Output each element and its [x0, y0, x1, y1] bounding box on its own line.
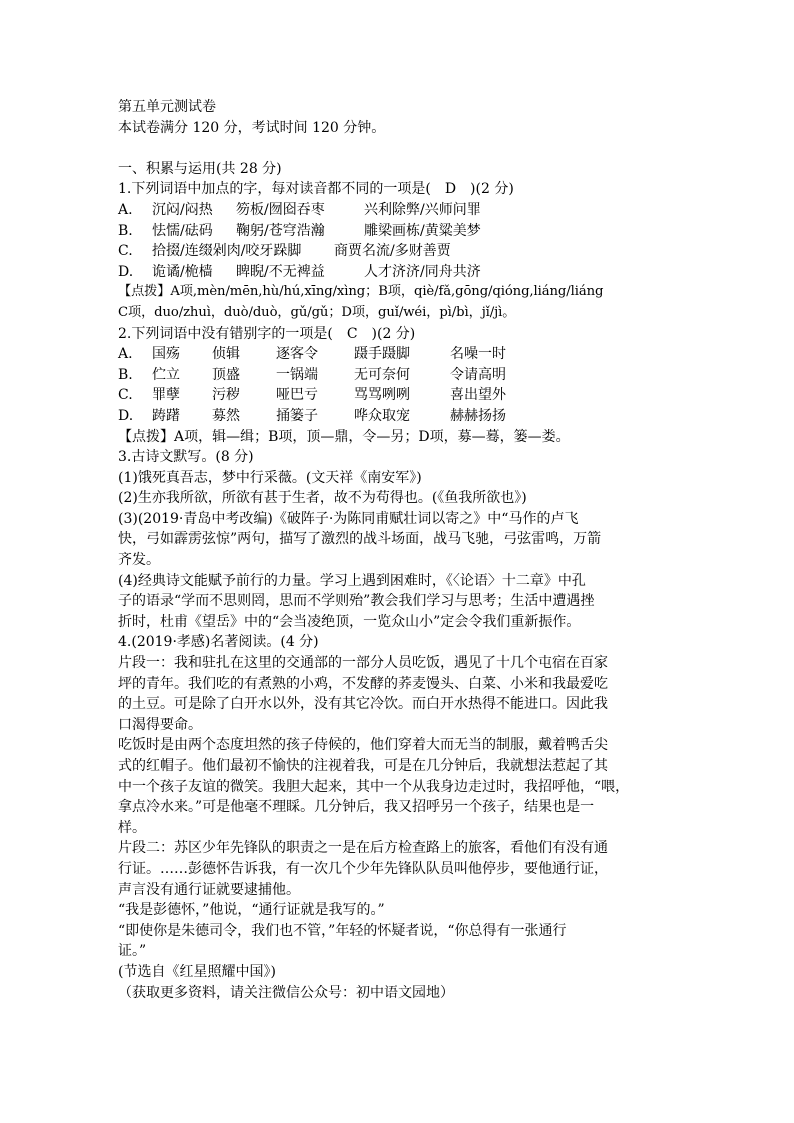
q3-answer-4c: 折时，杜甫《望岳》中的“会当凌绝顶，一览众山小”定会令我们重新振作。	[118, 613, 581, 630]
q2-option-d	[118, 406, 678, 427]
option-item: 沉闷/闷热	[152, 201, 213, 218]
exam-info: 本试卷满分 120 分，考试时间 120 分钟。	[118, 119, 386, 136]
q3-answer-3c: 齐发。	[118, 552, 160, 569]
q2-stem: 2.下列词语中没有错别字的一项是( C )(2 分)	[118, 325, 416, 342]
passage-line: 证。”	[118, 943, 147, 960]
option-item: 哑巴亏	[276, 387, 318, 404]
option-item: 罪孽	[152, 387, 180, 404]
option-item: 拾掇/连缀剁肉/咬牙跺脚	[152, 243, 302, 260]
option-item: 鞠躬/苍穹浩瀚	[236, 222, 325, 239]
passage-line: 行证。……彭德怀告诉我，有一次几个少年先锋队队员叫他停步，要他通行证，	[118, 860, 608, 877]
option-item: 捅篓子	[276, 407, 318, 424]
q1-option-b	[118, 221, 678, 242]
option-item: 无可奈何	[354, 366, 410, 383]
passage-line: “我是彭德怀，”他说，“通行证就是我写的。”	[118, 902, 385, 919]
q3-answer-1: (1)饿死真吾志，梦中行采薇。(文天祥《南安军》)	[118, 469, 422, 486]
option-item: 骂骂咧咧	[354, 387, 410, 404]
option-item: 商贾名流/多财善贾	[334, 243, 451, 260]
option-label: C.	[118, 243, 133, 260]
option-label: D.	[118, 407, 134, 424]
option-label: C.	[118, 387, 133, 404]
passage-line: “即使你是朱德司令，我们也不管，”年轻的怀疑者说，“你总得有一张通行	[118, 922, 567, 939]
passage-line: 样。	[118, 819, 146, 836]
option-item: 污秽	[212, 387, 240, 404]
q2-option-b	[118, 365, 678, 386]
passage-line: 片段二：苏区少年先锋队的职责之一是在后方检查路上的旅客，看他们有没有通	[118, 840, 608, 857]
option-item: 赫赫扬扬	[450, 407, 506, 424]
passage-line: 声言没有通行证就要逮捕他。	[118, 881, 300, 898]
option-item: 喜出望外	[450, 387, 506, 404]
option-item: 踌躇	[152, 407, 180, 424]
passage-line: 吃饭时是由两个态度坦然的孩子侍候的，他们穿着大而无当的制服，戴着鸭舌尖	[118, 737, 608, 754]
q1-hint-line1: 【点拨】A项,mèn/mēn,hù/hú,xīng/xìng；B项，qiè/fǎ,gōng/qióng,liáng/liáng	[118, 284, 604, 300]
option-label: D.	[118, 263, 134, 280]
option-item: 笏板/囫囵吞枣	[236, 201, 325, 218]
option-item: 逐客令	[276, 346, 318, 363]
option-item: 哗众取宠	[354, 407, 410, 424]
option-item: 侦辑	[212, 346, 240, 363]
q2-option-a	[118, 344, 678, 365]
q3-answer-3a: (3)(2019·青岛中考改编)《破阵子·为陈同甫赋壮词以寄之》中“马作的卢飞	[118, 510, 579, 527]
passage-line: 片段一：我和驻扎在这里的交通部的一部分人员吃饭，遇见了十几个屯宿在百家	[118, 655, 608, 672]
option-item: 顶盛	[212, 366, 240, 383]
q1-hint-line2: C项，duo/zhuì，duò/duò，gǔ/gǔ；D项，guǐ/wéi，pì/bì，jǐ/jì。	[118, 304, 516, 320]
passage-line: 式的红帽子。他们最初不愉快的注视着我，可是在几分钟后，我就想法惹起了其	[118, 758, 608, 774]
passage-line: 口渴得要命。	[118, 716, 202, 733]
option-item: 国殇	[152, 346, 180, 363]
option-label: A.	[118, 346, 133, 363]
q1-option-d	[118, 262, 678, 283]
q3-answer-3b: 快，弓如霹雳弦惊”两句，描写了激烈的战斗场面，战马飞驰，弓弦雷鸣，万箭	[118, 531, 602, 548]
q1-option-c	[118, 241, 678, 262]
q2-hint: 【点拨】A项，辑—缉；B项，顶—鼎，令—另；D项，募—蓦，篓—娄。	[118, 428, 570, 445]
option-label: A.	[118, 201, 133, 218]
option-item: 人才济济/同舟共济	[364, 263, 481, 280]
q1-stem: 1.下列词语中加点的字，每对读音都不同的一项是( D )(2 分)	[118, 181, 514, 198]
spacer	[118, 138, 678, 159]
option-item: 令请高明	[450, 366, 506, 383]
footer-note: （获取更多资料，请关注微信公众号：初中语文园地）	[118, 984, 454, 1001]
passage-source: (节选自《红星照耀中国》)	[118, 963, 276, 980]
option-label: B.	[118, 366, 133, 383]
passage-line: 坪的青年。我们吃的有煮熟的小鸡，不发酵的荞麦馒头、白菜、小米和我最爱吃	[118, 675, 608, 692]
q3-stem: 3.古诗文默写。(8 分)	[118, 449, 254, 466]
section-heading: 一、积累与运用(共 28 分)	[118, 160, 282, 177]
q3-answer-4b: 子的语录“学而不思则罔，思而不学则殆”教会我们学习与思考；生活中遭遇挫	[118, 593, 595, 610]
option-item: 募然	[212, 407, 240, 424]
q3-answer-2: (2)生亦我所欲，所欲有甚于生者，故不为苟得也。(《鱼我所欲也》)	[118, 490, 527, 507]
q2-option-c	[118, 385, 678, 406]
option-item: 兴利除弊/兴师问罪	[364, 201, 481, 218]
passage-line: 拿点冷水来。”可是他毫不理睬。几分钟后，我又招呼另一个孩子，结果也是一	[118, 799, 595, 816]
option-label: B.	[118, 222, 133, 239]
option-item: 诡谲/桅樯	[152, 263, 213, 280]
option-item: 伫立	[152, 366, 180, 383]
option-item: 蹑手蹑脚	[354, 346, 410, 363]
q3-answer-4a: (4)经典诗文能赋予前行的力量。学习上遇到困难时，《〈论语〉十二章》中孔	[118, 572, 586, 589]
passage-line: 的土豆。可是除了白开水以外，没有其它冷饮。而白开水热得不能进口。因此我	[118, 696, 608, 713]
passage-line: 中一个孩子友谊的微笑。我胆大起来，其中一个从我身边走过时，我招呼他，“喂，	[118, 778, 630, 795]
option-item: 雕梁画栋/黄粱美梦	[364, 222, 481, 239]
option-item: 名噪一时	[450, 346, 506, 363]
q1-option-a	[118, 200, 678, 221]
option-item: 怯懦/砝码	[152, 222, 213, 239]
option-item: 一锅端	[276, 366, 318, 383]
exam-page	[118, 97, 678, 1003]
q4-stem: 4.(2019·孝感)名著阅读。(4 分)	[118, 634, 319, 651]
page-title: 第五单元测试卷	[118, 99, 216, 115]
option-item: 睥睨/不无裨益	[236, 263, 325, 280]
